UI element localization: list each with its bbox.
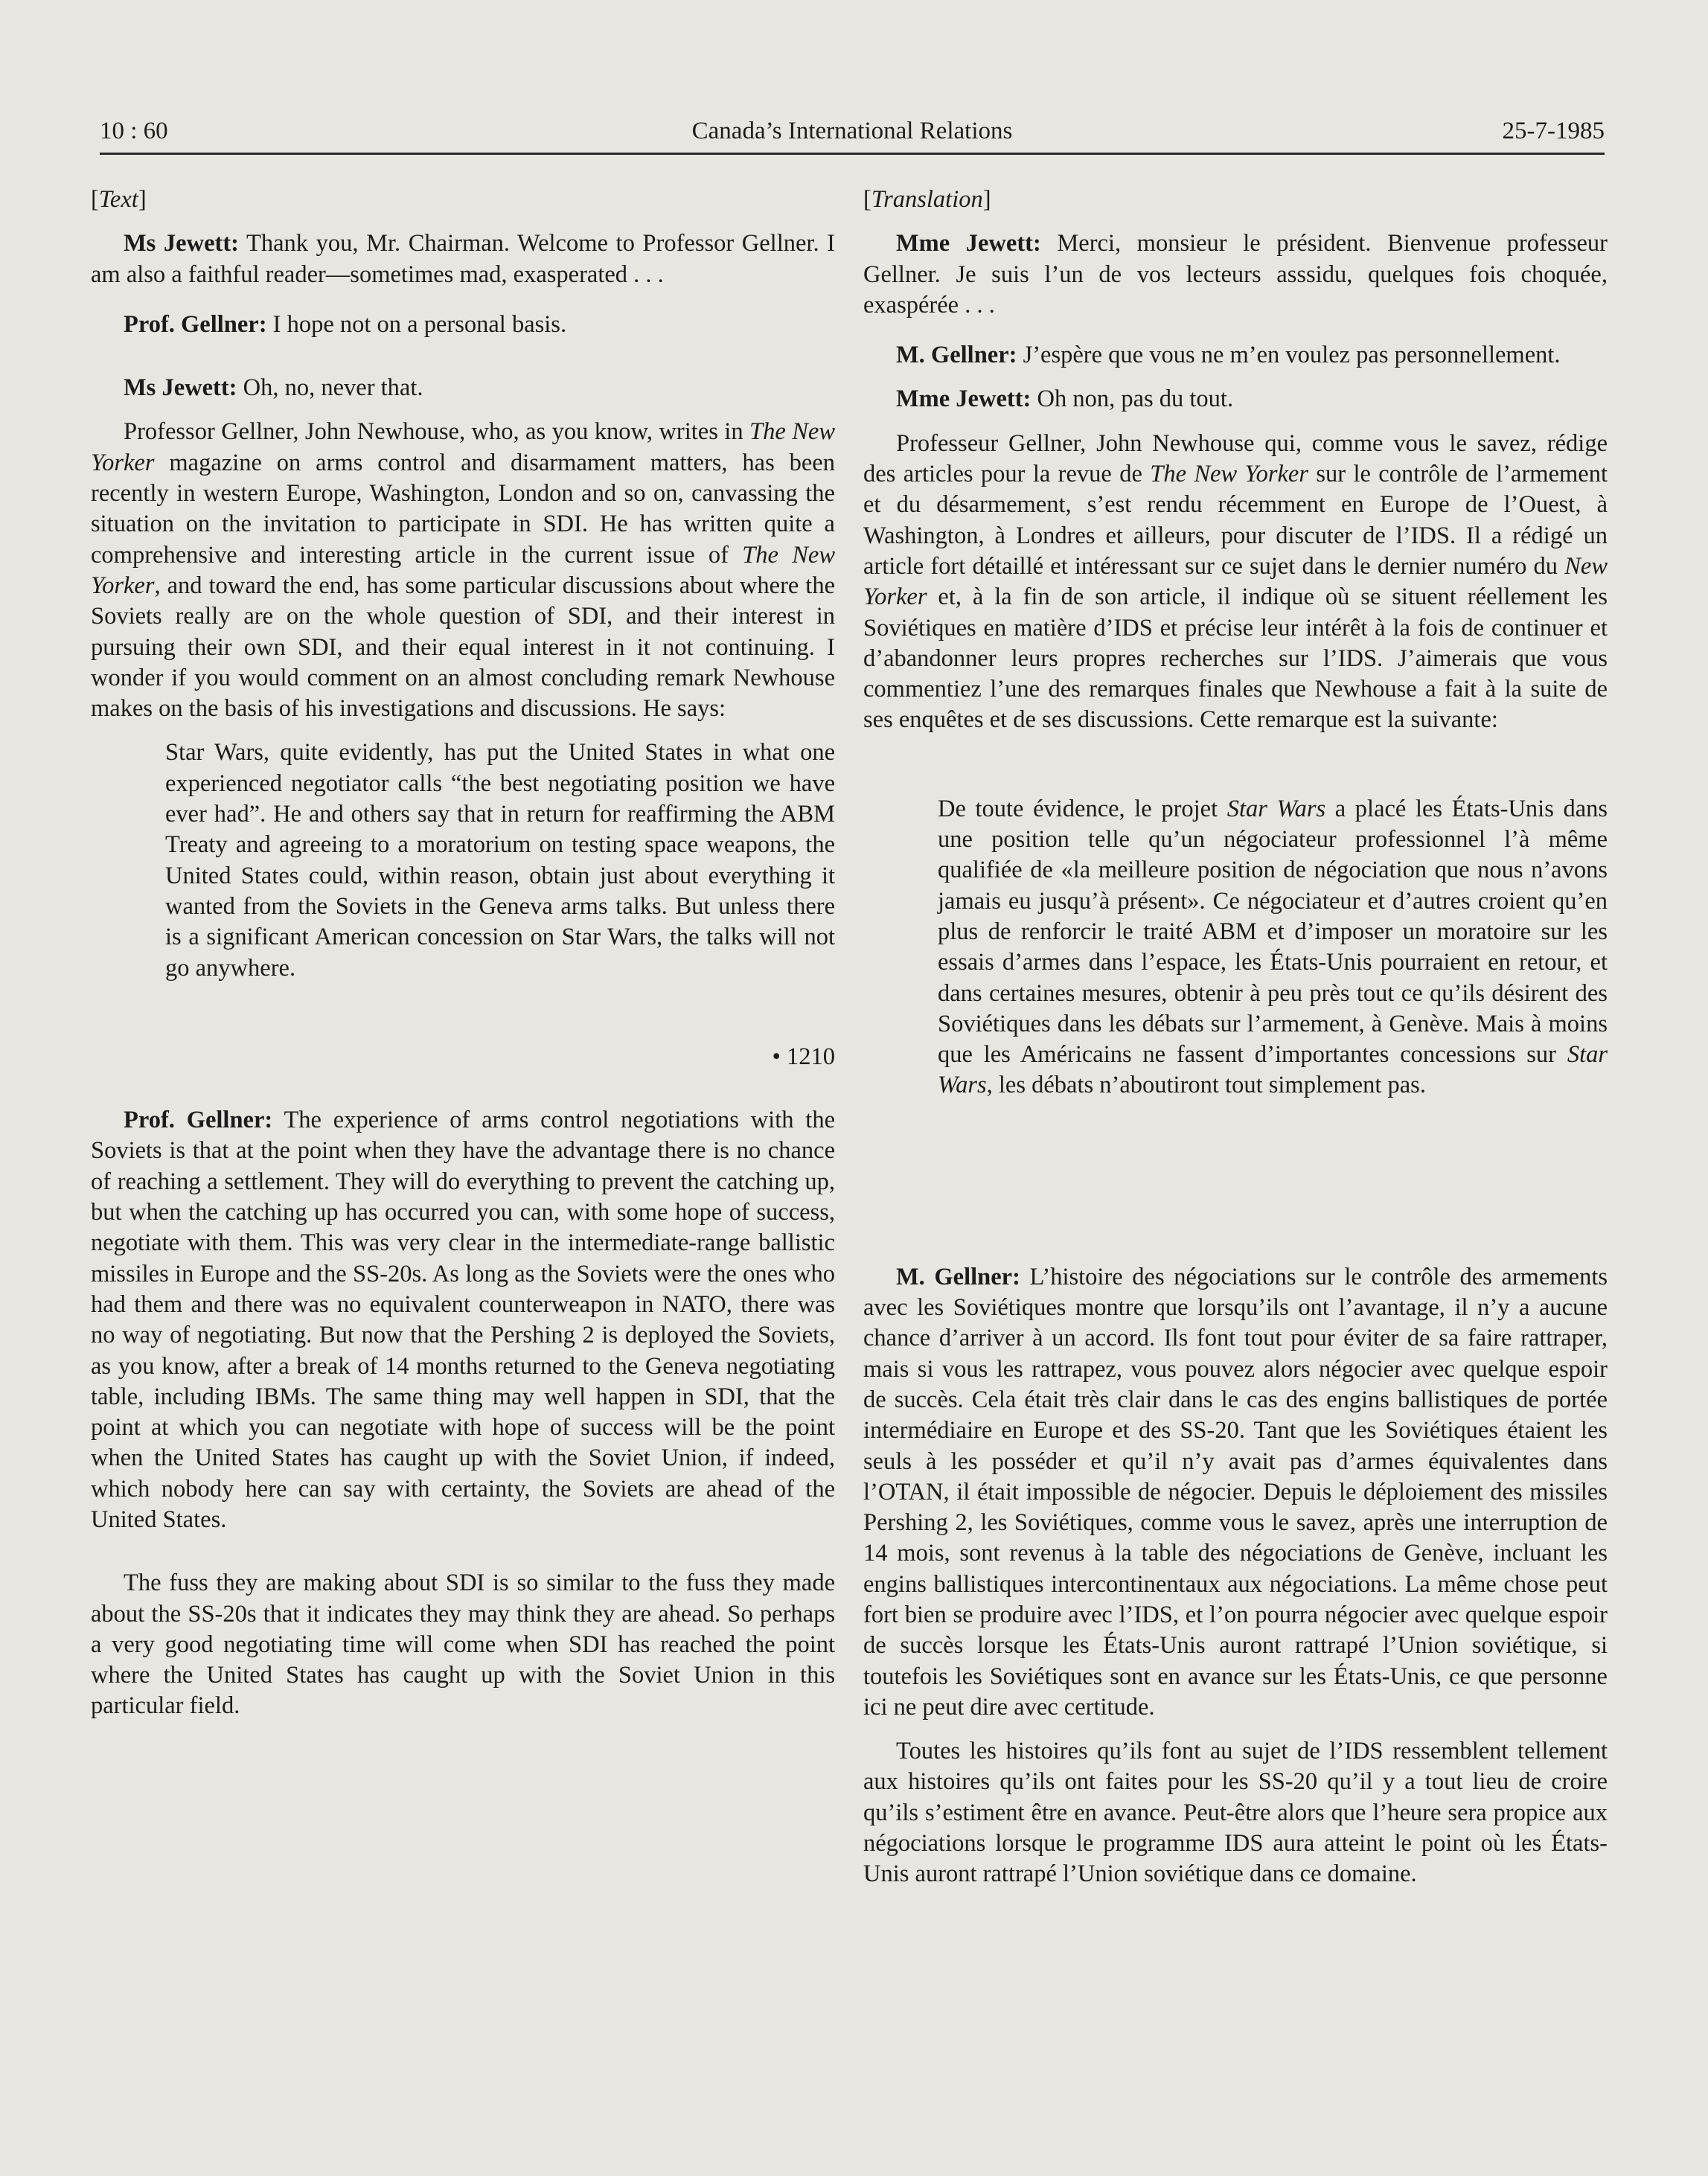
text-label: [Text]	[91, 186, 147, 213]
page-number: 10 : 60	[100, 118, 168, 144]
paragraph-gellner-1-fr	[863, 340, 1608, 371]
translation-label-word: Translation	[871, 186, 983, 213]
paragraph-gellner-2-fr	[863, 1262, 1608, 1723]
program-name: Star Wars	[1226, 795, 1326, 822]
block-quote-fr: De toute évidence, le projet Star Wars a placé les États-Unis dans une position telle qu’un négociateur professionnel l’à même qualifiée de «la meilleure position de négociation que nous n’avons jamais eu jusqu’à présent». Ce négociateur et d’autres croient qu’en plus de renforcir le traité ABM et d’imposer un moratoire sur les essais d’armes dans l’espace, les États-Unis pourraient en retour, et dans certaines mesures, obtenir à peu près tout ce qu’ils désirent des Soviétiques dans les débats sur l’armement, à Genève. Mais à moins que les Américains ne fassent d’importantes concessions sur Star Wars, les débats n’aboutiront tout simplement pas.	[938, 795, 1608, 1099]
paragraph-jewett-1	[91, 228, 835, 290]
paragraph-jewett-2-fr	[863, 384, 1608, 415]
speaker-name: M. Gellner:	[896, 1263, 1020, 1290]
header-rule	[100, 153, 1605, 155]
time-marker: • 1210	[772, 1043, 835, 1070]
speech-text: I hope not on a personal basis.	[266, 310, 567, 338]
speech-text: J’espère que vous ne m’en voulez pas personnellement.	[1017, 342, 1561, 369]
speech-text: L’histoire des négociations sur le contrôle des armements avec les Soviétiques montre que lorsqu’ils ont l’avantage, il n’y a aucune chance d’arriver à un accord. Ils font tout pour éviter de sa faire rattraper, mais si vous les rattrapez, vous pouvez alors négocier avec quelque espoir de succès. Cela était très clair dans le cas des engins ballistiques de portée intermédiaire en Europe et des SS-20. Tant que les Soviétiques étaient les seuls à les posséder et qu’il n’y avait pas d’armes équivalentes dans l’OTAN, il était impossible de négocier. Depuis le déploiement des missiles Pershing 2, les Soviétiques, comme vous le savez, après une interruption de 14 mois, sont revenus à la table des négociations de Genève, incluant les engins ballistiques intercontinentaux aux négociations. La même chose peut fort bien se produire avec l’IDS, et l’on pourra négocier avec quelque espoir de succès lorsque les États-Unis auront rattrapé l’Union soviétique, si toutefois les Soviétiques sont en avance sur les États-Unis, ce que personne ici ne peut dire avec certitude.	[863, 1263, 1608, 1721]
page-date: 25-7-1985	[1502, 118, 1605, 144]
paragraph-jewett-3: Professor Gellner, John Newhouse, who, as you know, writes in The New Yorker magazine on arms control and disarmament matters, has been recently in western Europe, Washington, London and so on, canvassing the situation on the invitation to participate in SDI. He has written quite a comprehensive and interesting article in the current issue of The New Yorker, and toward the end, has some particular discussions about where the Soviets really are on the whole question of SDI, and their interest in pursuing their own SDI, and their equal interest in it not continuing. I wonder if you would comment on an almost concluding remark Newhouse makes on the basis of his investigations and discussions. He says:	[91, 418, 836, 723]
speech-text: The experience of arms control negotiations with the Soviets is that at the point when they have the advantage there is no chance of reaching a settlement. They will do everything to prevent the catching up, but when the catching up has occurred you can, with some hope of success, negotiate with them. This was very clear in the intermediate-range ballistic missiles in Europe and the SS-20s. As long as the Soviets were the ones who had them and there was no equivalent counterweapon in NATO, there was no way of negotiating. But now that the Pershing 2 is deployed the Soviets, as you know, after a break of 14 months returned to the Geneva negotiating table, including IBMs. The same thing may well happen in SDI, that the point at which you can negotiate with hope of success will be the point when the United States has caught up with the Soviet Union, if indeed, which nobody here can say with certainty, the Soviets are ahead of the United States.	[91, 1107, 835, 1533]
paragraph-gellner-2	[91, 1105, 835, 1535]
speech-text: Thank you, Mr. Chairman. Welcome to Professor Gellner. I am also a faithful reader—sometimes mad, exasperated . . .	[91, 230, 835, 288]
translation-label: [Translation]	[863, 186, 991, 213]
speech-text: Merci, monsieur le président. Bienvenue professeur Gellner. Je suis l’un de vos lecteurs asssidu, quelques fois choquée, exaspérée . . .	[863, 230, 1608, 319]
page-header	[100, 118, 1605, 155]
paragraph-jewett-3-fr: Professeur Gellner, John Newhouse qui, comme vous le savez, rédige des articles pour la revue de The New Yorker sur le contrôle de l’armement et du désarmement, s’est rendu récemment en Europe de l’Ouest, à Washington, à Londres et ailleurs, pour discuter de l’IDS. Il a rédigé un article fort détaillé et intéressant sur ce sujet dans le dernier numéro du New Yorker et, à la fin de son article, il indique où se situent réellement les Soviétiques en matière d’IDS et précise leur intérêt à la fois de continuer et d’abandonner leurs propres recherches sur l’IDS. J’aimerais que vous commentiez l’une des remarques finales que Newhouse a fait à la suite de ses enquêtes et de ses discussions. Cette remarque est la suivante:	[863, 429, 1608, 734]
publication-title: Canada’s International Relations	[691, 118, 1013, 144]
paragraph-gellner-3-fr: Toutes les histoires qu’ils font au sujet de l’IDS ressemblent tellement aux histoires qu’ils ont faites pour les SS-20 qu’il y a tout lieu de croire qu’ils s’estiment être en avance. Peut-être alors que l’heure sera propice aux négociations lorsque le programme IDS aura atteint le point où les États-Unis auront rattrapé l’Union soviétique dans ce domaine.	[863, 1738, 1608, 1888]
speech-text: Oh, no, never that.	[237, 374, 423, 402]
speaker-name: Prof. Gellner:	[124, 310, 267, 338]
magazine-title: The New Yorker	[1150, 461, 1309, 488]
speaker-name: M. Gellner:	[896, 342, 1017, 369]
english-column	[91, 185, 835, 1722]
paragraph-gellner-1	[91, 310, 835, 340]
speaker-name: Mme Jewett:	[896, 385, 1031, 413]
paragraph-jewett-2	[91, 373, 835, 403]
speaker-name: Ms Jewett:	[124, 230, 239, 257]
magazine-title: The New Yorker	[91, 418, 836, 476]
program-name: Star Wars	[938, 1041, 1608, 1099]
speech-text: Oh non, pas du tout.	[1031, 385, 1234, 413]
paragraph-jewett-1-fr	[863, 228, 1608, 321]
speaker-name: Mme Jewett:	[896, 230, 1041, 257]
speaker-name: Prof. Gellner:	[124, 1107, 273, 1134]
paragraph-gellner-3: The fuss they are making about SDI is so similar to the fuss they made about the SS-20s that it indicates they may think they are ahead. So perhaps a very good negotiating time will come when SDI has reached the point where the United States has caught up with the Soviet Union in this particular field.	[91, 1569, 835, 1720]
magazine-title: The New Yorker	[91, 541, 835, 599]
magazine-title: New Yorker	[863, 552, 1608, 611]
block-quote: Star Wars, quite evidently, has put the United States in what one experienced negotiator calls “the best negotiating position we have ever had”. He and others say that in return for reaffirming the ABM Treaty and agreeing to a moratorium on testing space weapons, the United States could, within reason, obtain just about everything it wanted from the Soviets in the Geneva arms talks. But unless there is a significant American concession on Star Wars, the talks will not go anywhere.	[165, 739, 835, 982]
french-column	[863, 185, 1608, 1890]
text-label-word: Text	[98, 186, 138, 213]
speaker-name: Ms Jewett:	[124, 374, 237, 402]
